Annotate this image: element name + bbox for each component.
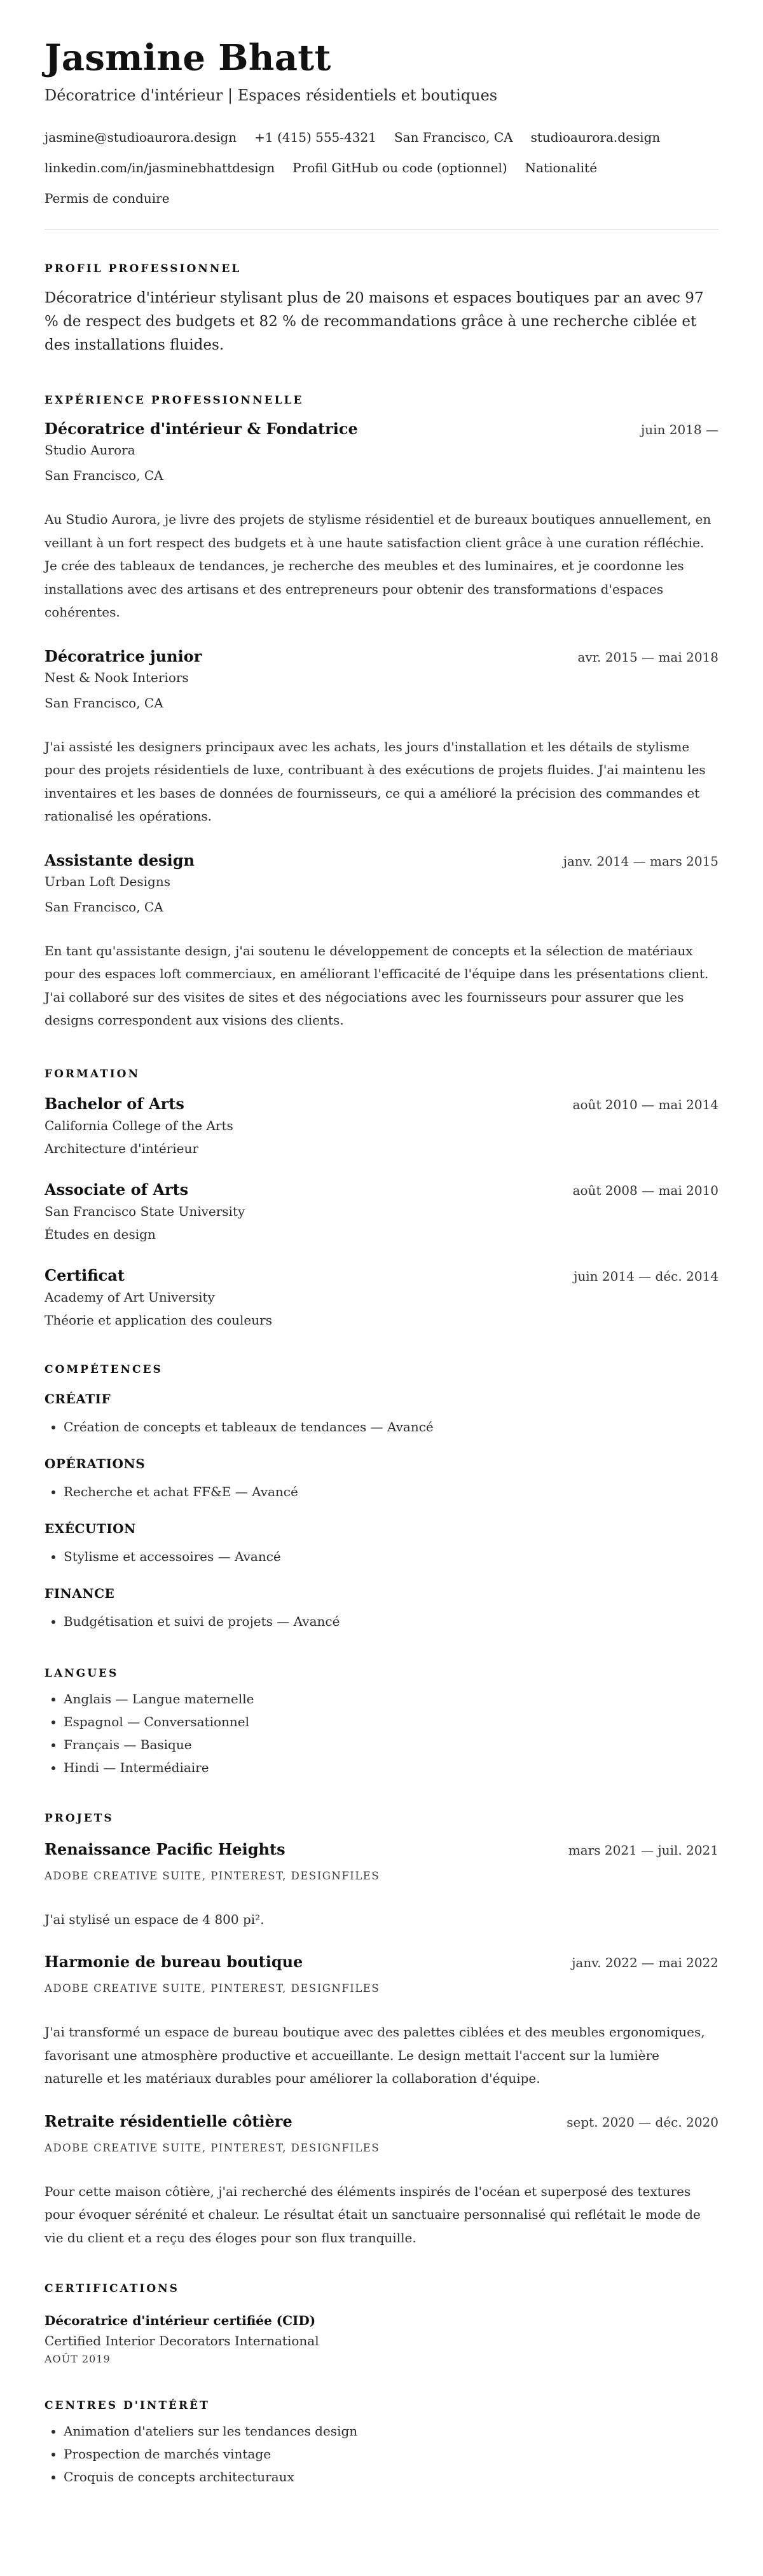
project-description: J'ai transformé un espace de bureau boutique avec des palettes ciblées et des meubles ergonomiques, favorisant une atmosphère productive et accueillante. Le design mettait l'accent sur la lumière naturelle et les matériaux durables pour améliorer la collaboration d'équipe.: [45, 2024, 705, 2086]
education-section: [45, 1068, 718, 1332]
certification-name: Décoratrice d'intérieur certifiée (CID): [45, 2313, 316, 2328]
project-item: [45, 1840, 718, 1932]
candidate-headline: Décoratrice d'intérieur | Espaces résidentiels et boutiques: [45, 86, 498, 104]
section-title-summary: PROFIL PROFESSIONNEL: [45, 262, 242, 275]
section-title-experience: EXPÉRIENCE PROFESSIONNELLE: [45, 394, 304, 407]
language-item: • Anglais — Langue maternelle: [64, 1687, 718, 1710]
contact-email[interactable]: jasmine@studioaurora.design: [45, 130, 237, 145]
degree-title: Associate of Arts: [45, 1180, 189, 1199]
certification-item: [45, 2310, 718, 2368]
job-dates: avr. 2015 — mai 2018: [577, 649, 718, 665]
job-description: En tant qu'assistante design, j'ai soutenu le développement de concepts et la sélection de matériaux pour des espaces loft commerciaux, en améliorant l'efficacité de l'équipe dans les présentations client. J'ai collaboré sur des visites de sites et des négociations avec les fournisseurs pour assurer que les designs correspondent aux visions des clients.: [45, 943, 709, 1028]
project-dates: sept. 2020 — déc. 2020: [567, 2114, 718, 2130]
experience-item: [45, 851, 718, 1032]
school-name: San Francisco State University: [45, 1203, 245, 1219]
skill-item: • Budgétisation et suivi de projets — Avancé: [64, 1610, 718, 1633]
skill-category: FINANCE: [45, 1585, 115, 1601]
field-of-study: Théorie et application des couleurs: [45, 1312, 272, 1328]
job-location: San Francisco, CA: [45, 695, 163, 711]
skill-group: [45, 1390, 718, 1438]
languages-list: [45, 1687, 718, 1779]
field-of-study: Études en design: [45, 1226, 156, 1242]
job-location: San Francisco, CA: [45, 899, 163, 915]
contact-license: Permis de conduire: [45, 191, 170, 206]
job-company: Urban Loft Designs: [45, 873, 170, 889]
skill-category: CRÉATIF: [45, 1391, 111, 1407]
project-tools: ADOBE CREATIVE SUITE, PINTEREST, DESIGNFILES: [45, 1869, 380, 1882]
interests-list: [45, 2420, 718, 2488]
school-name: California College of the Arts: [45, 1117, 233, 1133]
degree-title: Bachelor of Arts: [45, 1094, 184, 1113]
project-name: Retraite résidentielle côtière: [45, 2111, 292, 2130]
section-title-certifications: CERTIFICATIONS: [45, 2282, 179, 2295]
certifications-section: [45, 2282, 718, 2368]
skill-item: • Création de concepts et tableaux de tendances — Avancé: [64, 1415, 718, 1438]
education-item: [45, 1180, 718, 1246]
skill-group: [45, 1584, 718, 1633]
language-item: • Français — Basique: [64, 1733, 718, 1756]
project-dates: janv. 2022 — mai 2022: [572, 1955, 718, 1970]
job-description: J'ai assisté les designers principaux avec les achats, les jours d'installation et les détails de stylisme pour des projets résidentiels de luxe, contribuant à des exécutions de projets fluides. J'ai maintenu les inventaires et les bases de données de fournisseurs, ce qui a amélioré la précision des commandes et rationalisé les opérations.: [45, 739, 706, 824]
contact-website[interactable]: studioaurora.design: [530, 130, 661, 145]
project-item: [45, 2112, 718, 2250]
degree-title: Certificat: [45, 1265, 125, 1285]
project-description: Pour cette maison côtière, j'ai recherché des éléments inspirés de l'océan et superposé des textures pour évoquer sérénité et chaleur. Le résultat était un sanctuaire personnalisé qui reflétait le mode de vie du client et a reçu des éloges pour son flux tranquille.: [45, 2183, 701, 2245]
degree-dates: août 2010 — mai 2014: [572, 1096, 718, 1112]
section-title-projects: PROJETS: [45, 1811, 114, 1825]
skills-section: [45, 1363, 718, 1633]
interest-item: • Animation d'ateliers sur les tendances design: [64, 2420, 718, 2443]
job-title: Décoratrice junior: [45, 646, 202, 665]
education-item: [45, 1094, 718, 1160]
job-description: Au Studio Aurora, je livre des projets de stylisme résidentiel et de bureaux boutiques annuellement, en veillant à un fort respect des budgets et à une haute satisfaction client grâce à une curation réfléchie. Je crée des tableaux de tendances, je recherche des meubles et des luminaires, et je coordonne les installations avec des artisans et des entrepreneurs pour obtenir des transformations d'espaces cohérentes.: [45, 512, 711, 620]
contact-info: [45, 122, 718, 214]
certification-issuer: Certified Interior Decorators International: [45, 2333, 319, 2348]
field-of-study: Architecture d'intérieur: [45, 1140, 198, 1156]
skill-group: [45, 1520, 718, 1568]
skill-group: [45, 1455, 718, 1503]
project-name: Harmonie de bureau boutique: [45, 1952, 303, 1971]
project-dates: mars 2021 — juil. 2021: [568, 1842, 718, 1858]
contact-linkedin[interactable]: linkedin.com/in/jasminebhattdesign: [45, 160, 275, 175]
education-item: [45, 1266, 718, 1332]
project-tools: ADOBE CREATIVE SUITE, PINTEREST, DESIGNFILES: [45, 2141, 380, 2154]
project-tools: ADOBE CREATIVE SUITE, PINTEREST, DESIGNFILES: [45, 1982, 380, 1994]
degree-dates: août 2008 — mai 2010: [572, 1182, 718, 1198]
interest-item: • Prospection de marchés vintage: [64, 2443, 718, 2465]
contact-nationality: Nationalité: [525, 160, 598, 175]
interest-item: • Croquis de concepts architecturaux: [64, 2465, 718, 2488]
language-item: • Hindi — Intermédiaire: [64, 1756, 718, 1779]
project-name: Renaissance Pacific Heights: [45, 1839, 285, 1858]
contact-github: Profil GitHub ou code (optionnel): [292, 160, 507, 175]
job-location: San Francisco, CA: [45, 468, 163, 483]
skill-category: EXÉCUTION: [45, 1520, 136, 1536]
projects-section: [45, 1812, 718, 2250]
contact-phone[interactable]: +1 (415) 555-4321: [254, 130, 376, 145]
job-company: Studio Aurora: [45, 442, 135, 458]
candidate-name: Jasmine Bhatt: [45, 37, 331, 79]
summary-section: [45, 262, 718, 357]
section-title-skills: COMPÉTENCES: [45, 1363, 163, 1376]
resume-header: [45, 36, 718, 229]
section-title-education: FORMATION: [45, 1067, 141, 1080]
job-dates: juin 2018 —: [641, 422, 718, 437]
experience-item: [45, 419, 718, 624]
skill-category: OPÉRATIONS: [45, 1455, 146, 1471]
job-title: Assistante design: [45, 850, 195, 869]
contact-location: San Francisco, CA: [394, 130, 513, 145]
interests-section: [45, 2399, 718, 2488]
summary-text: Décoratrice d'intérieur stylisant plus de 20 maisons et espaces boutiques par an avec 97 % de respect des budgets et 82 % de recommandations grâce à une recherche ciblée et des installations fluides.: [45, 290, 704, 353]
skill-item: • Stylisme et accessoires — Avancé: [64, 1545, 718, 1568]
school-name: Academy of Art University: [45, 1289, 215, 1305]
job-company: Nest & Nook Interiors: [45, 669, 189, 685]
experience-item: [45, 647, 718, 828]
project-item: [45, 1952, 718, 2090]
job-dates: janv. 2014 — mars 2015: [563, 853, 718, 869]
language-item: • Espagnol — Conversationnel: [64, 1710, 718, 1733]
skill-item: • Recherche et achat FF&E — Avancé: [64, 1480, 718, 1503]
job-title: Décoratrice d'intérieur & Fondatrice: [45, 419, 358, 438]
project-description: J'ai stylisé un espace de 4 800 pi².: [45, 1911, 265, 1927]
section-title-interests: CENTRES D'INTÉRÊT: [45, 2399, 210, 2412]
degree-dates: juin 2014 — déc. 2014: [574, 1268, 718, 1284]
section-title-languages: LANGUES: [45, 1666, 119, 1680]
experience-section: [45, 394, 718, 1032]
certification-date: AOÛT 2019: [45, 2353, 111, 2365]
languages-section: [45, 1667, 718, 1779]
